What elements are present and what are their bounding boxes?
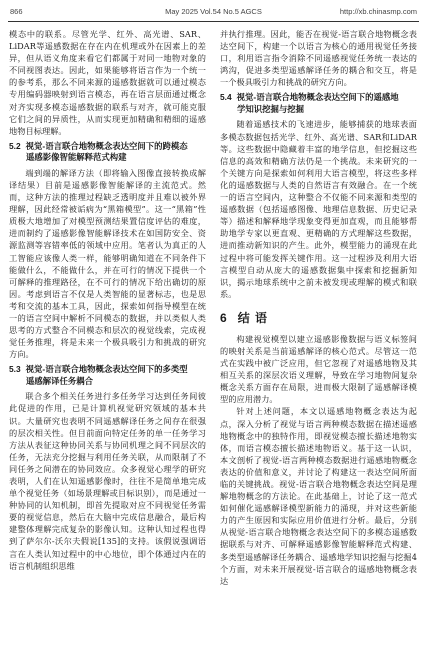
header-rule <box>8 21 419 22</box>
paragraph: 端到端的解译方法（即将输入图像直接转换成解译结果）目前是遥感影像智能解译的主流范式。然而，这种方法的推理过程缺乏透明度并且难以被外界理解，因此经常被诟病为“黑箱模型”。这一“黑箱”性质极大地增加了对模型预测结果置信度评估的难度，进而制约了遥感影像智能解译技术在如国防安全、资源监测等容错率低的领域中应用。笔者认为真正的人工智能应该像人类一样，能够明确知道在不同条件下能做什么，不能做什么，并在可行的情况下提供一个可解释的推理路径，在不可行的情况下给出确切的原因。考虑到语言不仅是人类智能的显著标志，也是思考和交流的基本工具，因此，探索如何指导模型在统一的语言空间中解析不同模态的数据，并以类似人类思考的方式整合不同模态和层次的视觉线索，完成视觉任务推理，将是未来一个极具吸引力和挑战的研究方向。 <box>9 167 206 360</box>
section-heading-5-3: 5.3 视觉-语言联合地物概念表达空间下的多类型 遥感解译任务耦合 <box>9 364 188 386</box>
right-column <box>220 28 417 644</box>
paragraph: 并执行推理。因此，能否在视觉-语言联合地物概念表达空间下，构建一个以语言为核心的通用视觉任务接口，利用语言指令消除不同遥感视觉任务统一表达的鸿沟，促进多类型遥感解译任务的耦合和交互，将是一个极具吸引力和挑战的研究方向。 <box>220 29 417 88</box>
paragraph: 针对上述问题，本文以遥感地物概念表达为起点，深入分析了视觉与语言两种模态数据在描述遥感地物概念中的独特作用，即视觉模态擅长描述地物实体，而语言模态擅长描述地物语义。基于这一认识，本文剖析了视觉-语言两种模态数据进行遥感地物概念表达的价值和意义，并讨论了构建这一表达空间所面临的关键挑战。视觉-语言联合地物概念表达空间是理解地物概念的方法论。在此基础上，讨论了这一范式如何催化遥感解译模型新能力的涌现，并对这些新能力的产生原因和实际应用价值进行分析。最后，分别从视觉-语言联合地物概念表达空间下的多模态遥感数据联系与对齐、可解释遥感影像智能解释范式构建、多类型遥感解译任务耦合、遥感地学知识挖掘与挖掘4个方面，对未来开展视觉-语言联合的遥感地物概念表达 <box>220 406 417 586</box>
left-column <box>9 28 206 644</box>
section-heading-6: 6 结 语 <box>220 310 269 325</box>
page-number: 866 <box>10 7 23 16</box>
paragraph: 联合多个相关任务进行多任务学习达到任务间彼此促进的作用，已是计算机视觉研究领域的基本共识。大量研究也表明不同遥感解译任务之间存在很强的层次相关性。但目前面向特定任务的单一任务学习方法从表征这种协同关系与协同机理之间不同层次的任务，无法充分挖掘与利用任务关联，从而限制了不同任务之间潜在的协同效应。众多视觉心理学的研究表明，人们在认知遥感影像时，往往不是简单地完成单个视觉任务（如场景理解或目标识别），而是通过一种协同的认知机制，即首先提取对应不同视觉任务需要的视觉信息，然后在大脑中完成信息融合，最后构建整体理解完成复杂的影像认知。这种认知过程也得到了萨尔尔-沃尔夫假说[135]的支持。该假说强调语言在人类认知过程中的中心地位，即个体通过内在的语言机制组织思维 <box>9 391 206 571</box>
journal-info: May 2025 Vol.54 No.5 AGCS <box>165 7 262 16</box>
paragraph: 模态中的联系。尽管光学、红外、高光谱、SAR、LiDAR等遥感数据在存在内在机理或外在因素上的差异，但从语义角度来看它们都属于对同一地物对象的不同视图表达。因此，如果能够将语言作为一个统一的参考系，那么不同来源的遥感数据就可以通过模态专用编码器映射到语言模态，再在语言层面通过概念对齐实现多模态遥感数据的联系与对齐，就可能克服它们之间的异质性，从而实现更加精确和精细的遥感地物目标理解。 <box>9 29 206 136</box>
page-header <box>10 7 417 19</box>
paragraph: 随着遥感技术的飞速进步，能够捕获的地球表面多模态数据包括光学、红外、高光谱、SAR和LiDAR等。这些数据中隐藏着丰富的地学信息，但挖掘这些信息的高效和精确方法仍是一个挑战。未来研究的一个关键方向是探索如何利用大语言模型，将这些多样化的遥感数据与人类的自然语言有效融合。在一个统一的语言空间内，这种整合不仅能不同来源和类型的遥感数据（包括遥感图像、地理信息数据、历史记录等）描述和解释地学现象变得更加直观，而且能够帮助地学专家以更直观、更精确的方式理解这些数据，进而推动新知识的产生。此外，模型能力的涌现在此过程中将可能发挥关键作用。这一过程涉及利用大语言模型自动从庞大的遥感数据集中探索和挖掘新知识，揭示地球系统中之前未被发现或理解的模式和联系。 <box>220 119 417 299</box>
paragraph: 构建视觉模型以建立遥感影像数据与语义标签间的映射关系是当前遥感解译的核心范式。尽管这一范式在实践中被广泛应用，但它忽视了对遥感地物及其相互关系的深层次语义理解，导致在学习地物间复杂概念关系方面存在局限，进而极大限制了遥感解译模型的应用潜力。 <box>220 333 417 405</box>
section-heading-5-4: 5.4 视觉-语言联合地物概念表达空间下的遥感地 学知识挖掘与挖掘 <box>220 92 399 114</box>
section-heading-5-2: 5.2 视觉-语言联合地物概念表达空间下的跨模态 遥感影像智能解释范式构建 <box>9 140 188 163</box>
journal-url: http://xb.chinasmp.com <box>339 7 417 16</box>
